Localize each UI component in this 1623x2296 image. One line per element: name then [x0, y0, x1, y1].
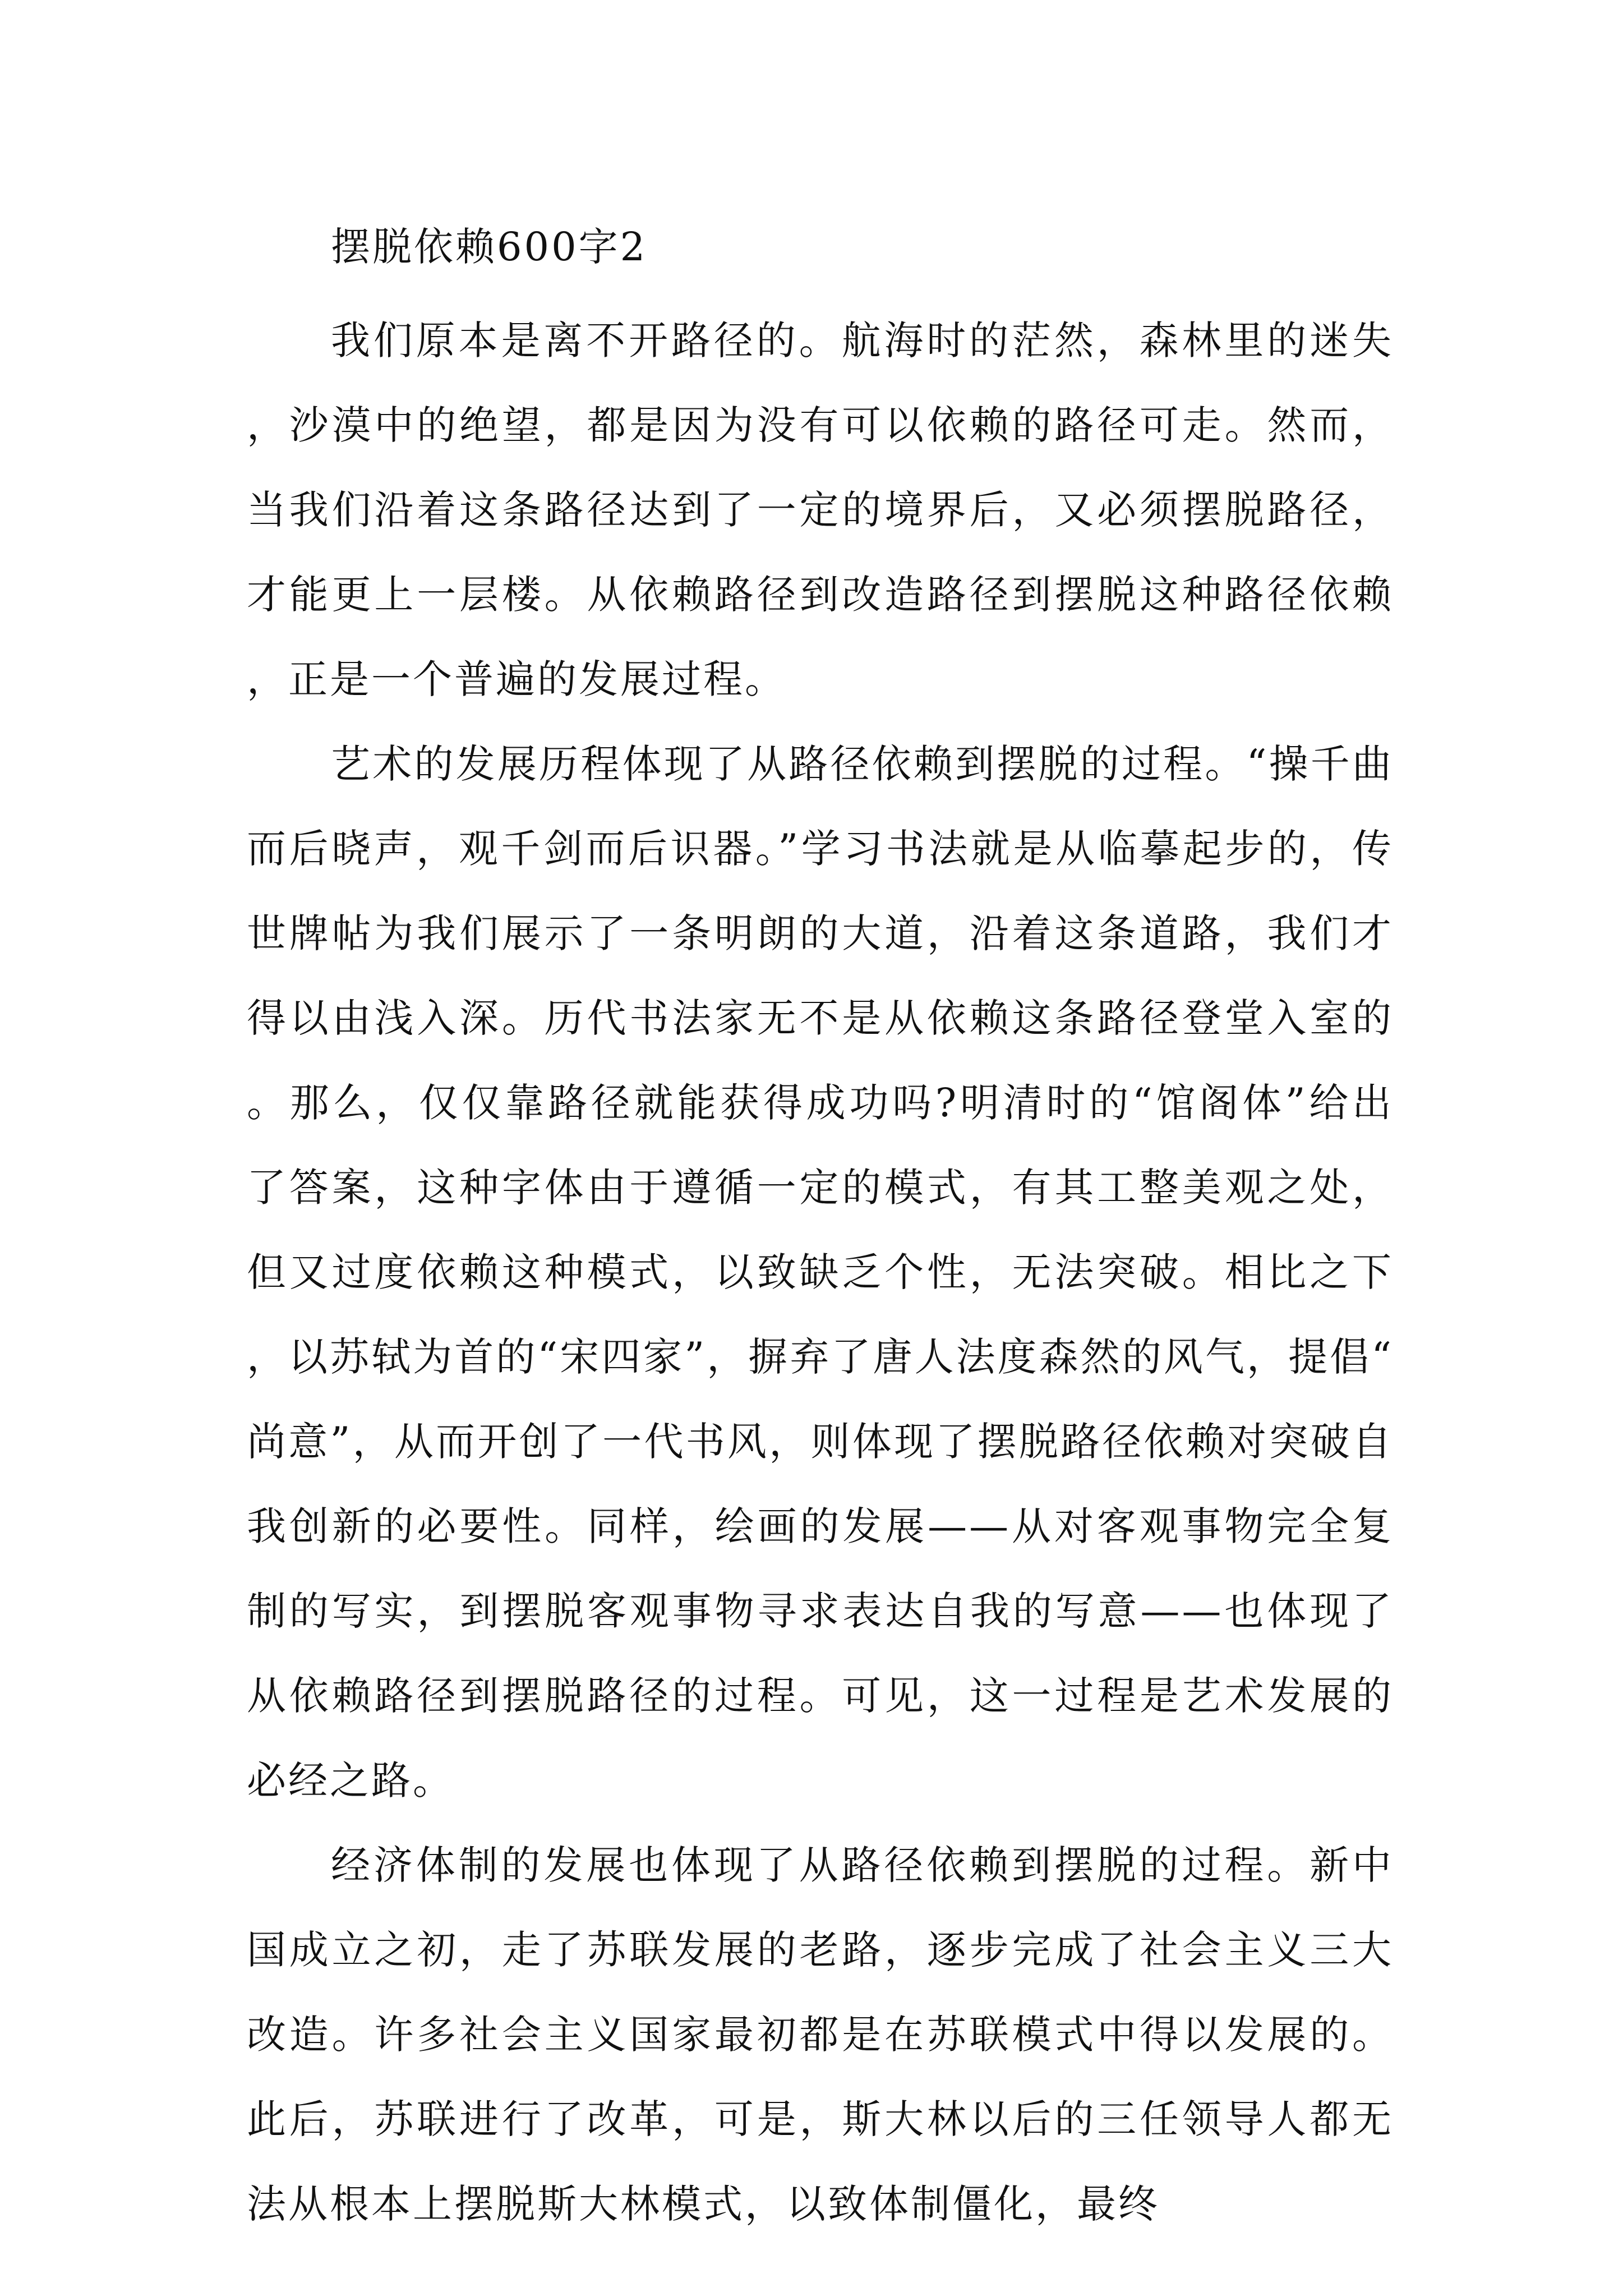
paragraph-1: 我们原本是离不开路径的。航海时的茫然，森林里的迷失，沙漠中的绝望，都是因为没有可以依赖的路径可走。然而，当我们沿着这条路径达到了一定的境界后，又必须摆脱路径，才能更上一层楼。从依赖路径到改造路径到摆脱这种路径依赖，正是一个普遍的发展过程。: [247, 318, 1394, 702]
paragraph-3: 经济体制的发展也体现了从路径依赖到摆脱的过程。新中国成立之初，走了苏联发展的老路，逐步完成了社会主义三大改造。许多社会主义国家最初都是在苏联模式中得以发展的。此后，苏联进行了改革，可是，斯大林以后的三任领导人都无法从根本上摆脱斯大林模式，以致体制僵化，最终: [247, 1842, 1394, 2227]
document-title: 摆脱依赖600字2: [331, 224, 648, 270]
paragraph-2: 艺术的发展历程体现了从路径依赖到摆脱的过程。“操千曲而后晓声，观千剑而后识器。”学习书法就是从临摹起步的，传世牌帖为我们展示了一条明朗的大道，沿着这条道路，我们才得以由浅入深。历代书法家无不是从依赖这条路径登堂入室的。那么，仅仅靠路径就能获得成功吗?明清时的“馆阁体”给出了答案，这种字体由于遵循一定的模式，有其工整美观之处，但又过度依赖这种模式，以致缺乏个性，无法突破。相比之下，以苏轼为首的“宋四家”，摒弃了唐人法度森然的风气，提倡“尚意”，从而开创了一代书风，则体现了摆脱路径依赖对突破自我创新的必要性。同样，绘画的发展——从对客观事物完全复制的写实，到摆脱客观事物寻求表达自我的写意——也体现了从依赖路径到摆脱路径的过程。可见，这一过程是艺术发展的必经之路。: [247, 741, 1394, 1803]
document-body: [247, 216, 1394, 2247]
